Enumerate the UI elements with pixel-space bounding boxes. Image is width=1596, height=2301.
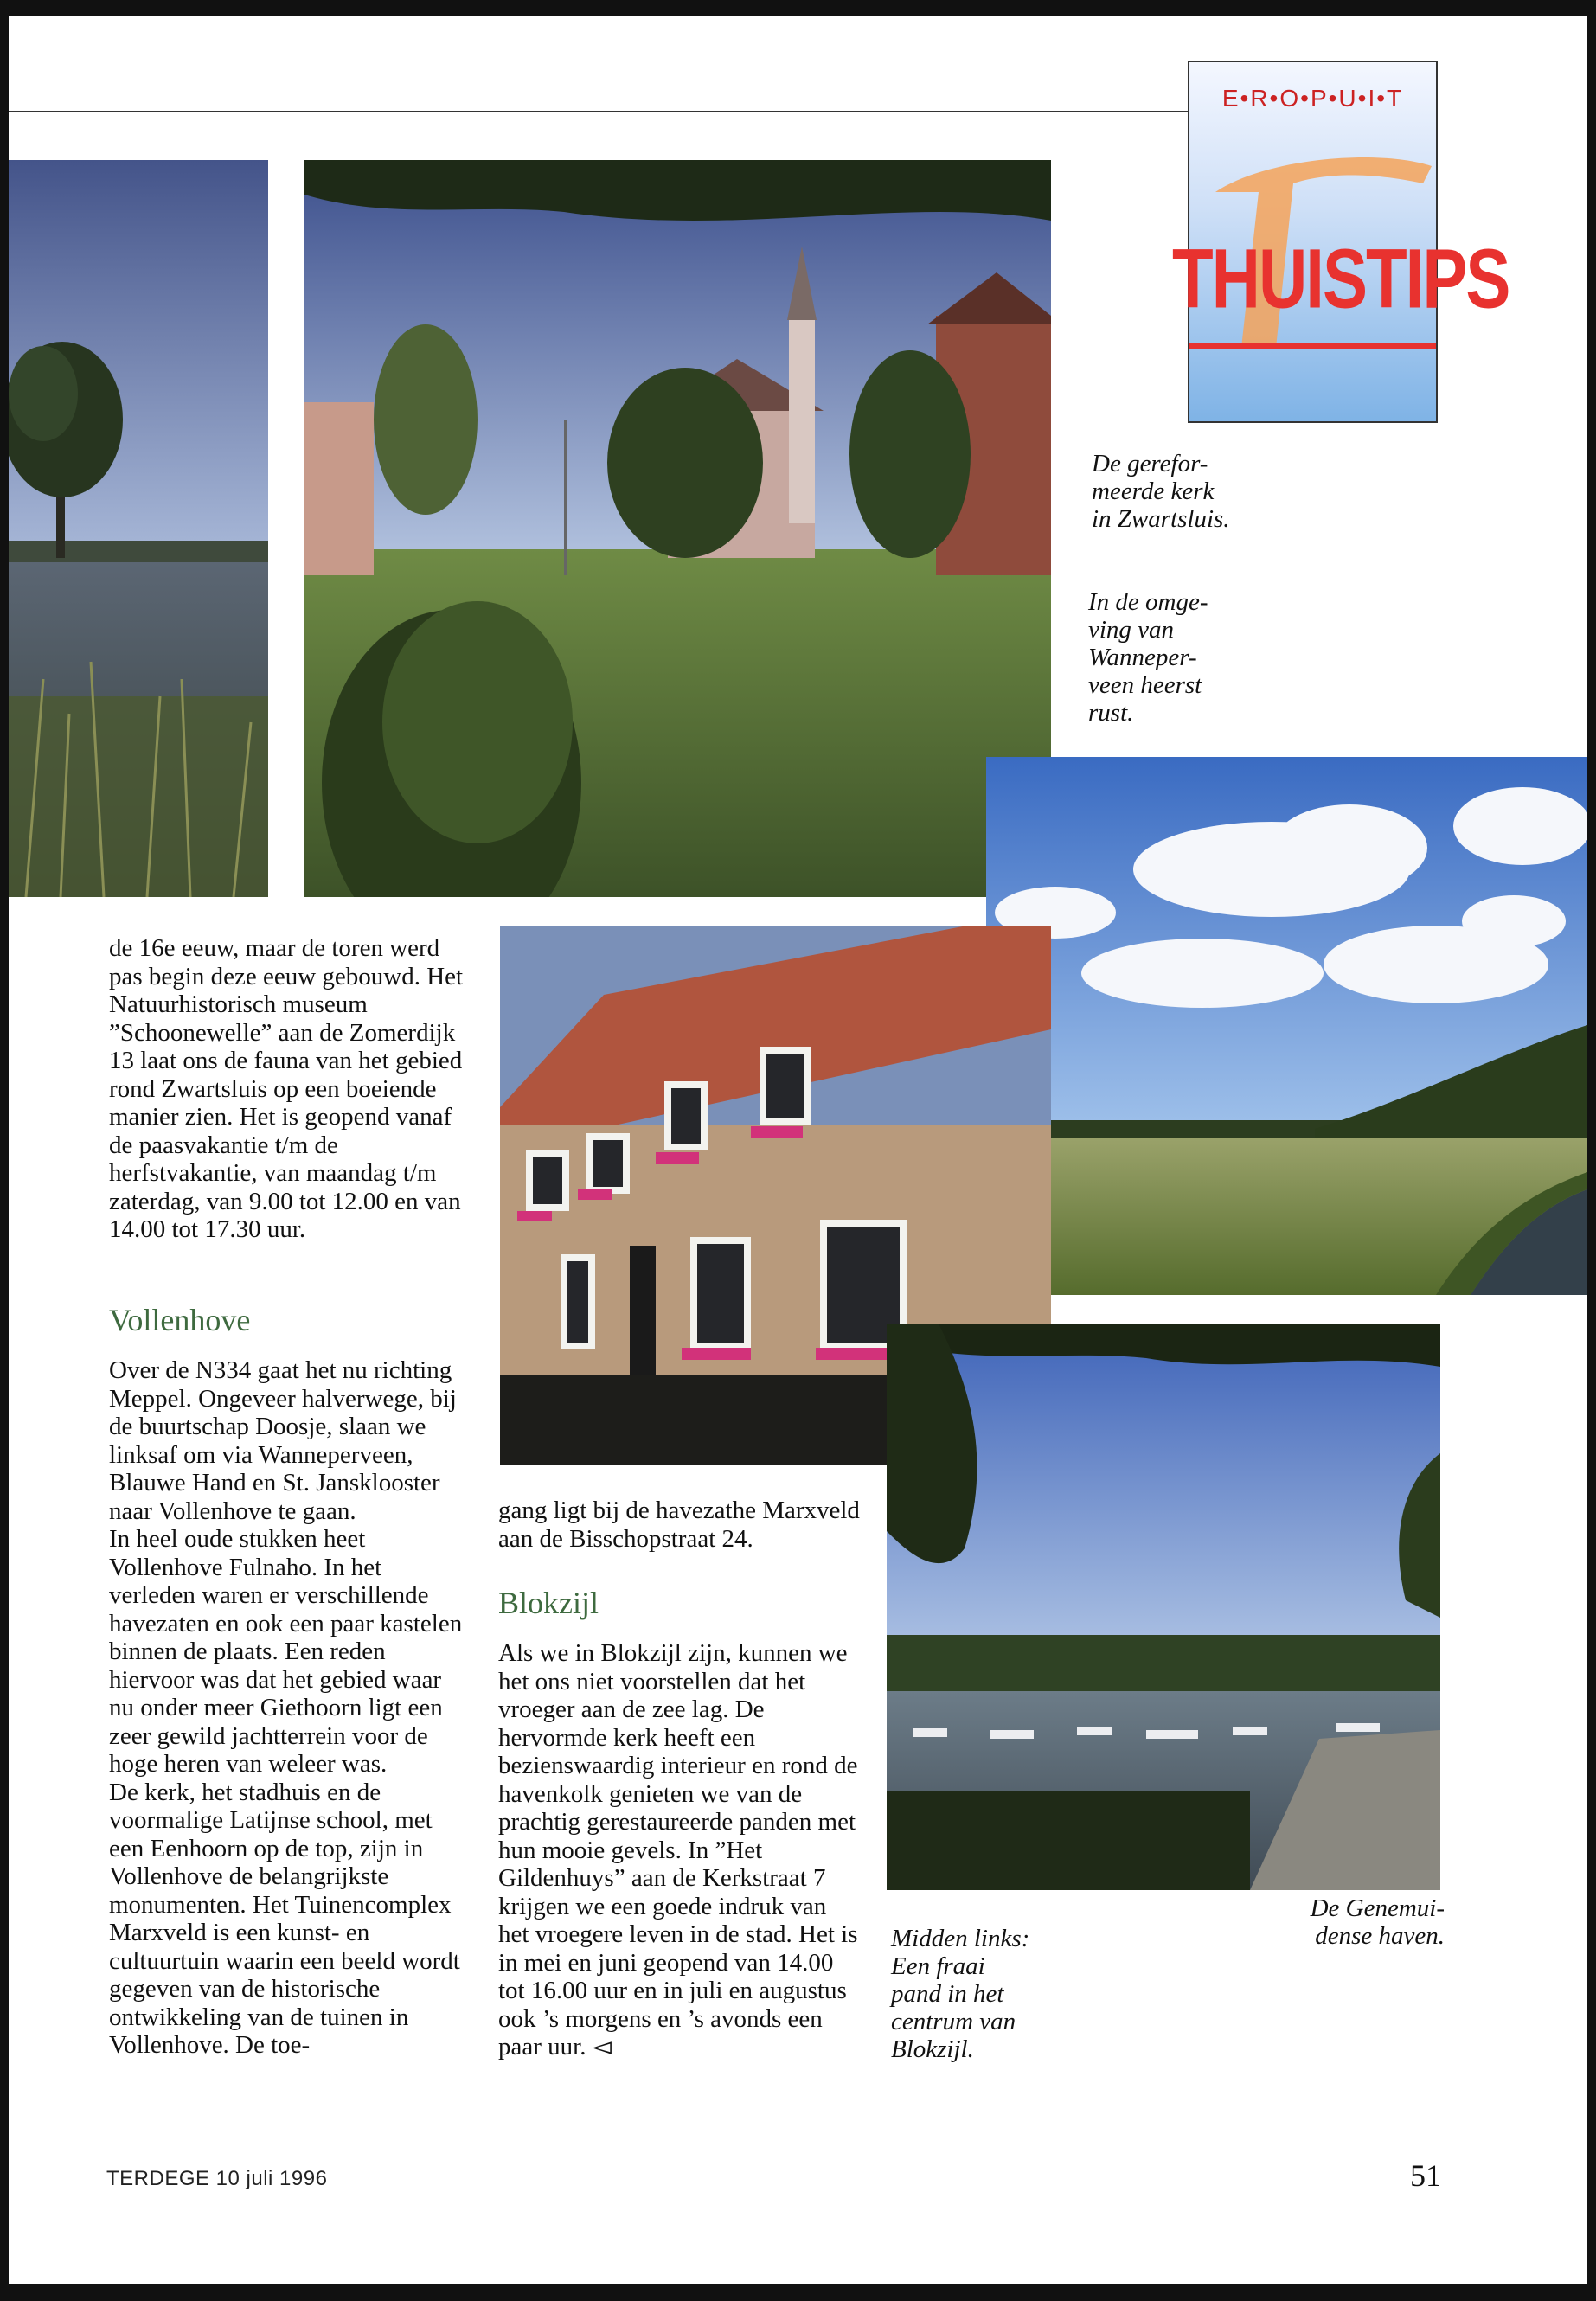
caption-wanneperveen: In de omge- ving van Wanneper- veen heerst rust. <box>1088 588 1208 727</box>
caption-church: De gerefor- meerde kerk in Zwartsluis. <box>1092 450 1230 533</box>
photo-church-zwartsluis <box>304 160 1051 897</box>
page-border-left <box>0 0 9 2301</box>
heading-vollenhove: Vollenhove <box>109 1303 251 1337</box>
paragraph-intro: de 16e eeuw, maar de toren werd pas begin deze eeuw gebouwd. Het Natuurhistorisch museum ”Schoonewelle” aan de Zomerdijk 13 laat ons de fauna van het gebied rond Zwartsluis op een boeiende manier zien. Het is geopend vanaf de paasvakantie t/m de herfstvakantie, van maandag t/m zaterdag, van 9.00 tot 12.00 en van 14.00 tot 17.30 uur. <box>109 934 464 1243</box>
paragraph-marxveld: gang ligt bij de havezathe Marxveld aan de Bisschopstraat 24. <box>498 1497 860 1553</box>
paragraph-vollenhove-1: Over de N334 gaat het nu richting Meppel. Ongeveer halverwege, bij de buurtschap Doosje, slaan we linksaf om via Wanneperveen, Blauwe Hand en St. Jansklooster naar Vollenhove te gaan. <box>109 1356 457 1525</box>
logo-title: THUISTIPS <box>1172 230 1509 326</box>
page-number: 51 <box>1410 2158 1441 2193</box>
logo-series-text: E•R•O•P•U•I•T <box>1221 85 1404 112</box>
paragraph-vollenhove-3: De kerk, het stadhuis en de voormalige Latijnse school, met een Eenhoorn op de top, zijn in Vollenhove de belangrijkste monumenten. Het Tuinencomplex Marxveld is een kunst- en cultuurtuin waarin een beeld wordt gegeven van de historische ontwikkeling van de tuinen in Vollenhove. De toe- <box>109 1778 460 2059</box>
footer-publication: TERDEGE 10 juli 1996 <box>106 2167 328 2190</box>
photo-lake-tree <box>9 160 268 897</box>
thuistips-logo <box>1172 61 1509 423</box>
article-col1-intro <box>109 934 464 1244</box>
caption-blokzijl: Midden links: Een fraai pand in het centrum van Blokzijl. <box>891 1925 1030 2063</box>
article-col2 <box>498 1497 862 1553</box>
article-col1-body <box>109 1356 464 2060</box>
paragraph-vollenhove-2: In heel oude stukken heet Vollenhove Fulnaho. In het verleden waren er verschillende havezaten en ook een paar kastelen binnen de plaats. Een reden hiervoor was dat het gebied waar nu onder meer Giethoorn ligt een zeer gewild jachtterrein voor de hoge heren van weleer was. <box>109 1525 463 1778</box>
page-border-bottom <box>0 2284 1596 2301</box>
caption-genemuiden: De Genemui- dense haven. <box>1310 1894 1445 1950</box>
photo-meadow-wanneperveen <box>986 757 1587 1295</box>
photo-harbour-genemuiden <box>887 1324 1440 1890</box>
page-border-right <box>1587 0 1596 2301</box>
page-border-top <box>0 0 1596 16</box>
header-rule <box>9 111 1189 112</box>
article-col2-body <box>498 1639 862 2061</box>
paragraph-blokzijl: Als we in Blokzijl zijn, kunnen we het ons niet voorstellen dat het vroeger aan de zee lag. De hervormde kerk heeft een bezienswaardig interieur en rond de havenkolk genieten we van de prachtig gerestaureerde panden met hun mooie gevels. In ”Het Gildenhuys” aan de Kerkstraat 7 krijgen we een goede indruk van het vroegere leven in de stad. Het is in mei en juni geopend van 14.00 tot 16.00 uur en in juli en augustus ook ’s morgens en ’s avonds een paar uur. ◅ <box>498 1639 858 2061</box>
heading-blokzijl: Blokzijl <box>498 1586 599 1620</box>
